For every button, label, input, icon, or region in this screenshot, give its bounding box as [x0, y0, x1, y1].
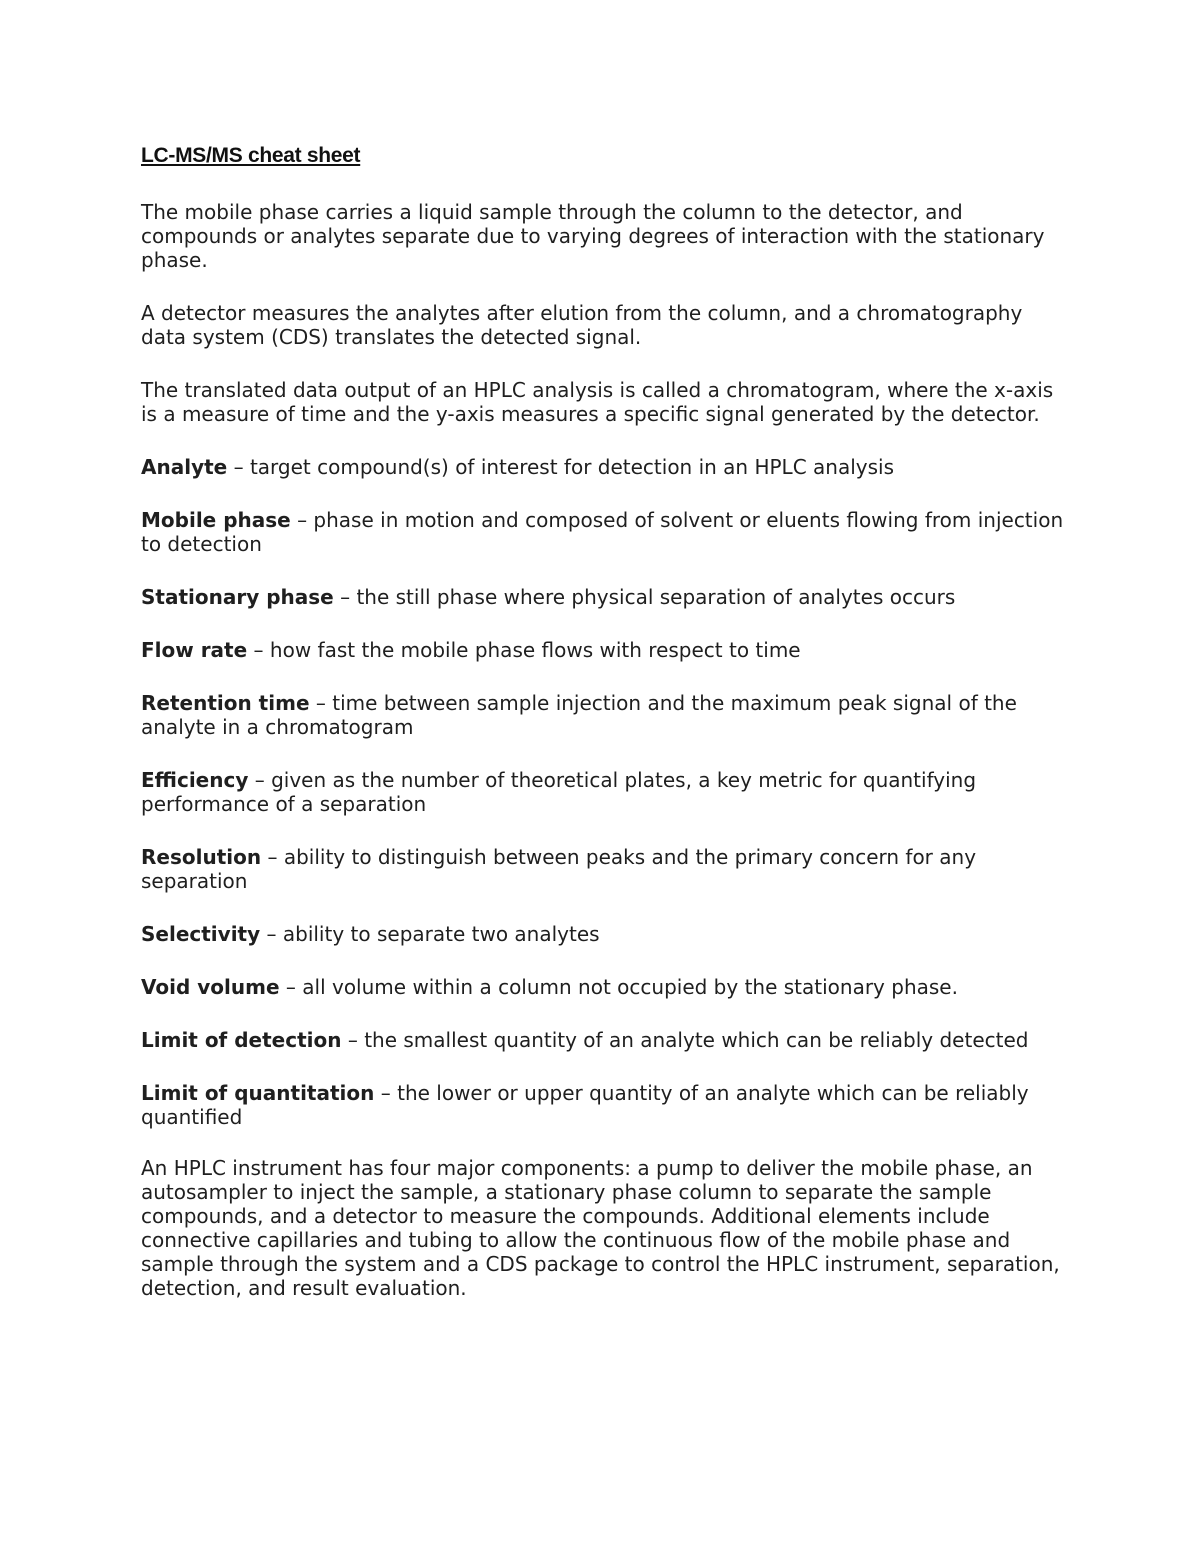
definition-text: – ability to distinguish between peaks and the primary concern for any separation	[141, 845, 977, 893]
definition-term: Void volume	[141, 975, 280, 999]
definition-text: – target compound(s) of interest for detection in an HPLC analysis	[227, 455, 895, 479]
definition-stationary-phase	[141, 585, 1066, 609]
definition-retention-time	[141, 691, 1066, 739]
closing-paragraph: An HPLC instrument has four major components: a pump to deliver the mobile phase, an autosampler to inject the sample, a stationary phase column to separate the sample compounds, and a detector to measure the compounds. Additional elements include connective capillaries and tubing to allow the continuous flow of the mobile phase and sample through the system and a CDS package to control the HPLC instrument, separation, detection, and result evaluation.	[141, 1156, 1060, 1300]
definition-text: – the still phase where physical separation of analytes occurs	[333, 585, 956, 609]
document-page	[141, 142, 1066, 1300]
definition-term: Resolution	[141, 845, 262, 869]
definition-term: Mobile phase	[141, 508, 291, 532]
definition-flow-rate	[141, 638, 1066, 662]
intro-paragraph: A detector measures the analytes after elution from the column, and a chromatography data system (CDS) translates the detected signal.	[141, 301, 1023, 349]
document-title: LC-MS/MS cheat sheet	[141, 144, 361, 167]
definition-term: Stationary phase	[141, 585, 334, 609]
definition-term: Flow rate	[141, 638, 248, 662]
definition-text: – phase in motion and composed of solvent or eluents flowing from injection to detection	[141, 508, 1064, 556]
definition-mobile-phase	[141, 508, 1066, 556]
definition-void-volume	[141, 975, 1066, 999]
intro-paragraph: The mobile phase carries a liquid sample through the column to the detector, and compounds or analytes separate due to varying degrees of interaction with the stationary phase.	[141, 200, 1045, 272]
definition-text: – how fast the mobile phase flows with respect to time	[247, 638, 801, 662]
definition-term: Limit of detection	[141, 1028, 342, 1052]
definition-resolution	[141, 845, 1066, 893]
definition-term: Efficiency	[141, 768, 249, 792]
definition-text: – all volume within a column not occupied by the stationary phase.	[279, 975, 958, 999]
definition-text: – given as the number of theoretical plates, a key metric for quantifying performance of a separation	[141, 768, 977, 816]
definition-text: – ability to separate two analytes	[260, 922, 600, 946]
definition-term: Limit of quantitation	[141, 1081, 375, 1105]
definition-selectivity	[141, 922, 1066, 946]
definition-limit-of-detection	[141, 1028, 1066, 1052]
definition-analyte	[141, 455, 1066, 479]
intro-paragraph: The translated data output of an HPLC analysis is called a chromatogram, where the x-axis is a measure of time and the y-axis measures a specific signal generated by the detector.	[141, 378, 1054, 426]
definition-text: – time between sample injection and the maximum peak signal of the analyte in a chromatogram	[141, 691, 1017, 739]
definition-limit-of-quantitation	[141, 1081, 1066, 1129]
definition-text: – the lower or upper quantity of an analyte which can be reliably quantified	[141, 1081, 1029, 1129]
definition-term: Retention time	[141, 691, 310, 715]
definition-term: Selectivity	[141, 922, 261, 946]
definition-text: – the smallest quantity of an analyte which can be reliably detected	[341, 1028, 1029, 1052]
definition-efficiency	[141, 768, 1066, 816]
definition-term: Analyte	[141, 455, 228, 479]
